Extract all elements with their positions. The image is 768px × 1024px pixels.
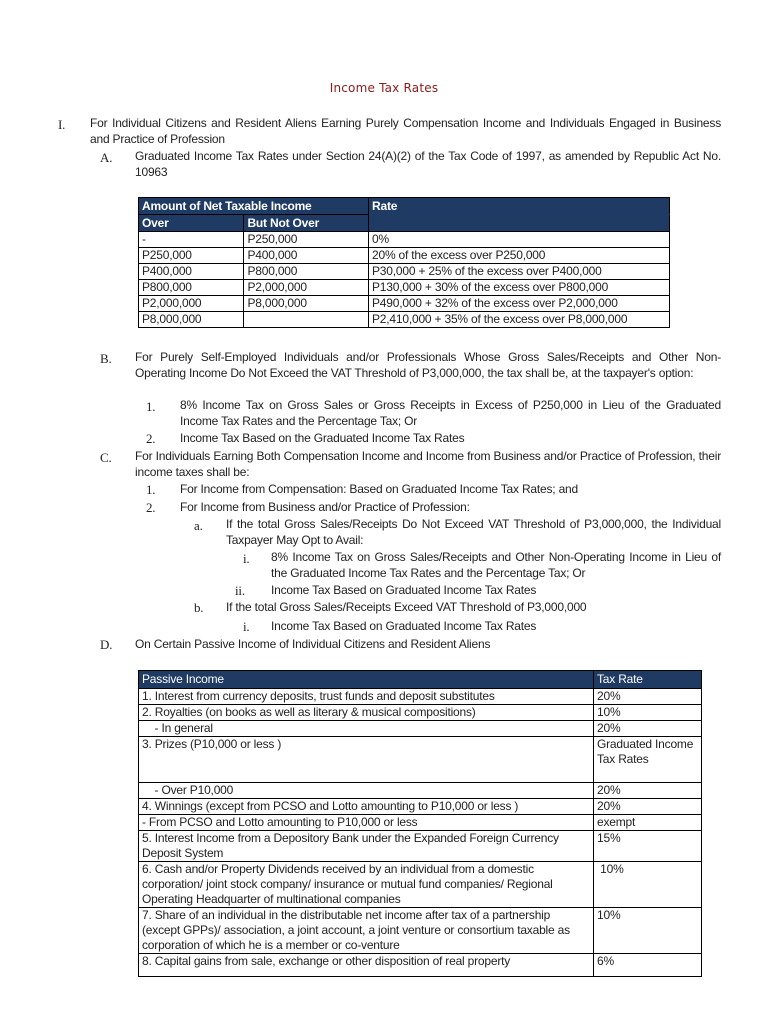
sub-text: 8% Income Tax on Gross Sales/Receipts and Other Non-Operating Income in Lieu of the Graduated Income Tax Rates and the Percentage Tax; Or bbox=[271, 550, 721, 580]
sub-text: For Income from Compensation: Based on Graduated Income Tax Rates; and bbox=[180, 482, 578, 496]
table-row bbox=[139, 689, 702, 705]
table-cell bbox=[244, 312, 369, 328]
table-cell: 2. Royalties (on books as well as literary & musical compositions) bbox=[139, 705, 594, 721]
item-text: On Certain Passive Income of Individual Citizens and Resident Aliens bbox=[135, 637, 491, 651]
table-cell: 0% bbox=[369, 232, 670, 248]
table-header-blank bbox=[369, 215, 670, 232]
table-cell: 5. Interest Income from a Depository Bank under the Expanded Foreign Currency Deposit System bbox=[139, 831, 594, 862]
sub-text: If the total Gross Sales/Receipts Do Not Exceed VAT Threshold of P3,000,000, the Individual Taxpayer May Opt to Avail: bbox=[226, 517, 721, 547]
table-cell: - In general bbox=[139, 721, 594, 737]
table-header: Passive Income bbox=[139, 671, 594, 689]
table-cell: 1. Interest from currency deposits, trust funds and deposit substitutes bbox=[139, 689, 594, 705]
table-cell: 6% bbox=[594, 954, 702, 977]
table-row bbox=[139, 248, 670, 264]
table-row bbox=[139, 783, 702, 799]
table-cell: P8,000,000 bbox=[244, 296, 369, 312]
table-cell: P250,000 bbox=[139, 248, 244, 264]
table-cell: 3. Prizes (P10,000 or less ) bbox=[139, 737, 594, 783]
sub-text: 8% Income Tax on Gross Sales or Gross Receipts in Excess of P250,000 in Lieu of the Graduated Income Tax Rates and the Percentage Tax; Or bbox=[180, 398, 721, 428]
table-row bbox=[139, 232, 670, 248]
table-cell: P800,000 bbox=[139, 280, 244, 296]
table-cell: P2,000,000 bbox=[244, 280, 369, 296]
table-cell: 7. Share of an individual in the distributable net income after tax of a partnership (except GPPs)/ association, a joint account, a joint venture or consortium taxable as corporation of which he is a member or co-venture bbox=[139, 908, 594, 954]
item-text: For Individuals Earning Both Compensation Income and Income from Business and/or Practice of Profession, their income taxes shall be: bbox=[135, 449, 721, 479]
table-row bbox=[139, 721, 702, 737]
item-text: Graduated Income Tax Rates under Section 24(A)(2) of the Tax Code of 1997, as amended by Republic Act No. 10963 bbox=[135, 149, 721, 179]
table-cell: P400,000 bbox=[139, 264, 244, 280]
table-row bbox=[139, 815, 702, 831]
table-cell: - bbox=[139, 232, 244, 248]
sub-text: For Income from Business and/or Practice of Profession: bbox=[180, 500, 470, 514]
table-cell: P490,000 + 32% of the excess over P2,000,000 bbox=[369, 296, 670, 312]
sub-marker: 1. bbox=[146, 399, 156, 414]
table-header: Tax Rate bbox=[594, 671, 702, 689]
table-cell: - Over P10,000 bbox=[139, 783, 594, 799]
section-heading: For Individual Citizens and Resident Aliens Earning Purely Compensation Income and Individuals Engaged in Business and Practice of Profession bbox=[90, 116, 721, 146]
sub-marker: ii. bbox=[235, 583, 245, 598]
table-row bbox=[139, 799, 702, 815]
sub-text: If the total Gross Sales/Receipts Exceed VAT Threshold of P3,000,000 bbox=[226, 600, 587, 614]
tax-rate-table bbox=[138, 197, 670, 328]
sub-marker: 1. bbox=[146, 482, 156, 497]
table-row bbox=[139, 705, 702, 721]
table-cell: Graduated Income Tax Rates bbox=[594, 737, 702, 783]
table-cell: 20% bbox=[594, 799, 702, 815]
table-cell: P800,000 bbox=[244, 264, 369, 280]
sub-marker: a. bbox=[194, 518, 203, 533]
table-cell: - From PCSO and Lotto amounting to P10,000 or less bbox=[139, 815, 594, 831]
table-cell: 20% bbox=[594, 689, 702, 705]
item-marker: D. bbox=[100, 637, 113, 652]
table-cell: 6. Cash and/or Property Dividends received by an individual from a domestic corporation/ joint stock company/ insurance or mutual fund companies/ Regional Operating Headquarter of multinational companies bbox=[139, 862, 594, 908]
table-header: Amount of Net Taxable Income bbox=[139, 198, 369, 215]
table-cell: 10% bbox=[594, 908, 702, 954]
item-marker: A. bbox=[100, 150, 113, 165]
table-cell: 15% bbox=[594, 831, 702, 862]
table-cell: 20% of the excess over P250,000 bbox=[369, 248, 670, 264]
page-title: Income Tax Rates bbox=[329, 81, 439, 95]
table-row bbox=[139, 312, 670, 328]
table-cell: P250,000 bbox=[244, 232, 369, 248]
table-header: Rate bbox=[369, 198, 670, 215]
table-row bbox=[139, 862, 702, 908]
table-cell: 4. Winnings (except from PCSO and Lotto amounting to P10,000 or less ) bbox=[139, 799, 594, 815]
sub-marker: 2. bbox=[146, 431, 156, 446]
table-header: Over bbox=[139, 215, 244, 232]
sub-marker: 2. bbox=[146, 500, 156, 515]
table-cell: P2,410,000 + 35% of the excess over P8,000,000 bbox=[369, 312, 670, 328]
table-cell: P8,000,000 bbox=[139, 312, 244, 328]
table-cell: P130,000 + 30% of the excess over P800,000 bbox=[369, 280, 670, 296]
table-row bbox=[139, 737, 702, 783]
section-marker: I. bbox=[58, 117, 66, 132]
table-row bbox=[139, 954, 702, 977]
table-cell: exempt bbox=[594, 815, 702, 831]
table-row bbox=[139, 280, 670, 296]
table-cell: 10% bbox=[594, 862, 702, 908]
table-cell: P2,000,000 bbox=[139, 296, 244, 312]
table-cell: 20% bbox=[594, 721, 702, 737]
table-cell: 10% bbox=[594, 705, 702, 721]
sub-marker: i. bbox=[243, 619, 250, 634]
item-marker: C. bbox=[100, 450, 112, 465]
sub-text: Income Tax Based on the Graduated Income Tax Rates bbox=[180, 431, 465, 445]
table-row bbox=[139, 296, 670, 312]
table-row bbox=[139, 264, 670, 280]
sub-marker: b. bbox=[194, 600, 204, 615]
table-cell: 8. Capital gains from sale, exchange or other disposition of real property bbox=[139, 954, 594, 977]
sub-marker: i. bbox=[243, 551, 250, 566]
table-row bbox=[139, 831, 702, 862]
sub-text: Income Tax Based on Graduated Income Tax Rates bbox=[271, 619, 537, 633]
table-cell: 20% bbox=[594, 783, 702, 799]
passive-income-table bbox=[138, 670, 702, 977]
sub-text: Income Tax Based on Graduated Income Tax Rates bbox=[271, 583, 537, 597]
item-marker: B. bbox=[100, 351, 112, 366]
table-header: But Not Over bbox=[244, 215, 369, 232]
item-text: For Purely Self-Employed Individuals and/or Professionals Whose Gross Sales/Receipts and Other Non-Operating Income Do Not Exceed the VAT Threshold of P3,000,000, the tax shall be, at the taxpayer's option: bbox=[135, 350, 721, 380]
table-cell: P30,000 + 25% of the excess over P400,000 bbox=[369, 264, 670, 280]
table-row bbox=[139, 908, 702, 954]
table-cell: P400,000 bbox=[244, 248, 369, 264]
